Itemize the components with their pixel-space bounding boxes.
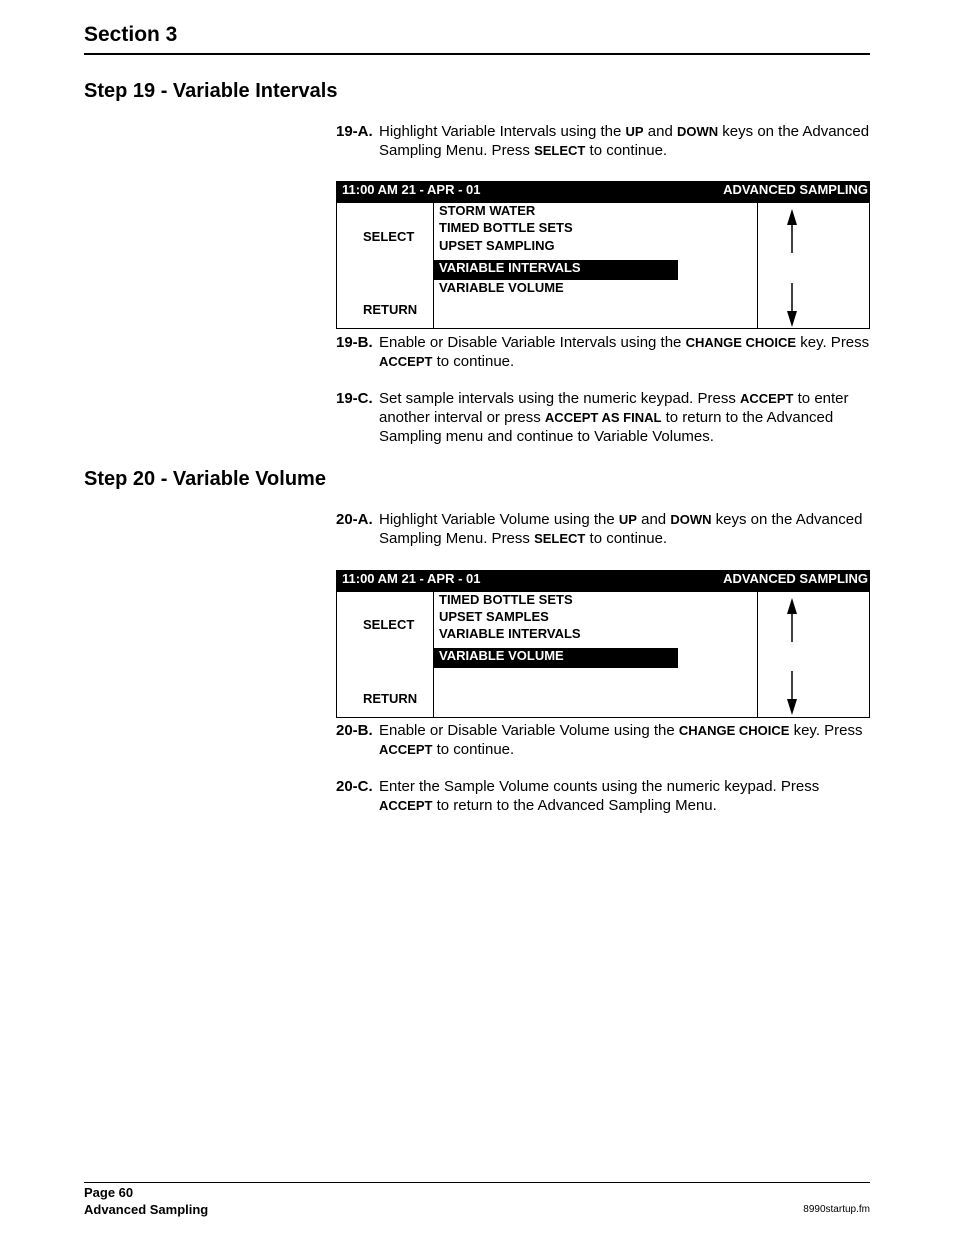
text-run: Highlight Variable Volume using the [379,511,619,528]
header-rule [84,53,870,55]
key-accept: ACCEPT [379,354,433,369]
key-accept: ACCEPT [379,742,433,757]
step-number: 19-A. [336,123,373,140]
text-run: Highlight Variable Intervals using the [379,123,626,140]
up-arrow-icon[interactable] [786,598,798,642]
footer-page-number: Page 60 [84,1185,134,1200]
select-softkey[interactable]: SELECT [363,617,415,632]
step-number: 20-B. [336,722,373,739]
text-run: to continue. [432,741,515,758]
step-20a-paragraph [336,510,876,548]
down-arrow-icon[interactable] [786,671,798,715]
menu-item-upset-samples[interactable]: UPSET SAMPLES [439,609,549,624]
text-run: to enter another interval or press [379,390,849,426]
key-accept: ACCEPT [740,391,794,406]
key-down: DOWN [670,512,712,527]
softkey-column-left [337,592,434,717]
text-run: to return to the Advanced Sampling menu and continue to Variable Volumes. [379,409,834,445]
key-up: UP [625,124,644,139]
footer-chapter-name: Advanced Sampling [84,1202,209,1217]
step-number: 20-C. [336,778,373,795]
screen-datetime: 11:00 AM 21 - APR - 01 [342,182,481,197]
step-number: 19-C. [336,390,373,407]
key-change-choice: CHANGE CHOICE [678,723,790,738]
section-title: Section 3 [84,23,178,46]
text-run: to return to the Advanced Sampling Menu. [432,797,717,814]
menu-item-timed-bottle-sets[interactable]: TIMED BOTTLE SETS [439,220,573,235]
step-20b-paragraph [336,721,876,759]
text-run: keys on the Advanced Sampling Menu. Press [379,511,863,547]
screen-mode-title: ADVANCED SAMPLING [723,571,868,586]
step-text [379,333,876,371]
text-run: Enable or Disable Variable Intervals using the [379,334,686,351]
screen-mode-title: ADVANCED SAMPLING [723,182,868,197]
advanced-sampling-screen-2 [336,570,870,718]
text-run: Set sample intervals using the numeric keypad. Press [379,390,741,407]
key-up: UP [618,512,637,527]
key-select: SELECT [534,143,586,158]
text-run: keys on the Advanced Sampling Menu. Press [379,123,870,159]
menu-item-variable-volume[interactable]: VARIABLE VOLUME [439,280,564,295]
step-text [379,389,876,446]
footer-rule [84,1182,870,1183]
step-19a-paragraph [336,122,876,160]
key-change-choice: CHANGE CHOICE [685,335,797,350]
step-text [379,510,876,548]
step-number: 19-B. [336,334,373,351]
text-run: to continue. [432,353,515,370]
screen-header [337,182,869,203]
key-down: DOWN [676,124,719,139]
step-19c-paragraph [336,389,876,446]
screen-header [337,571,869,592]
return-softkey[interactable]: RETURN [363,302,418,317]
key-accept-as-final: ACCEPT AS FINAL [544,410,662,425]
advanced-sampling-screen-1 [336,181,870,329]
down-arrow-icon[interactable] [786,283,798,327]
text-run: key. Press [796,334,870,351]
step-19-heading: Step 19 - Variable Intervals [84,80,338,102]
menu-item-upset-sampling[interactable]: UPSET SAMPLING [439,238,555,253]
scroll-column-right [757,203,869,328]
screen-datetime: 11:00 AM 21 - APR - 01 [342,571,481,586]
step-text [379,777,856,815]
step-20c-paragraph [336,777,856,815]
menu-item-variable-intervals[interactable]: VARIABLE INTERVALS [439,626,581,641]
step-20-heading: Step 20 - Variable Volume [84,468,326,490]
up-arrow-icon[interactable] [786,209,798,253]
text-run: Enter the Sample Volume counts using the numeric keypad. Press [379,778,820,795]
text-run: key. Press [789,722,863,739]
key-select: SELECT [534,531,586,546]
step-19b-paragraph [336,333,876,371]
text-run: and [643,123,677,140]
menu-item-storm-water[interactable]: STORM WATER [439,203,536,218]
text-run: Enable or Disable Variable Volume using the [379,722,679,739]
select-softkey[interactable]: SELECT [363,229,415,244]
softkey-column-left [337,203,434,328]
return-softkey[interactable]: RETURN [363,691,418,706]
scroll-column-right [757,592,869,717]
text-run: and [636,511,671,528]
step-text [379,721,876,759]
footer-filename: 8990startup.fm [803,1204,870,1215]
key-accept: ACCEPT [379,798,433,813]
step-number: 20-A. [336,511,373,528]
menu-item-variable-intervals-highlighted[interactable]: VARIABLE INTERVALS [434,260,678,280]
text-run: to continue. [585,142,668,159]
menu-item-timed-bottle-sets[interactable]: TIMED BOTTLE SETS [439,592,573,607]
step-text [379,122,876,160]
text-run: to continue. [585,530,668,547]
menu-item-variable-volume-highlighted[interactable]: VARIABLE VOLUME [434,648,678,668]
